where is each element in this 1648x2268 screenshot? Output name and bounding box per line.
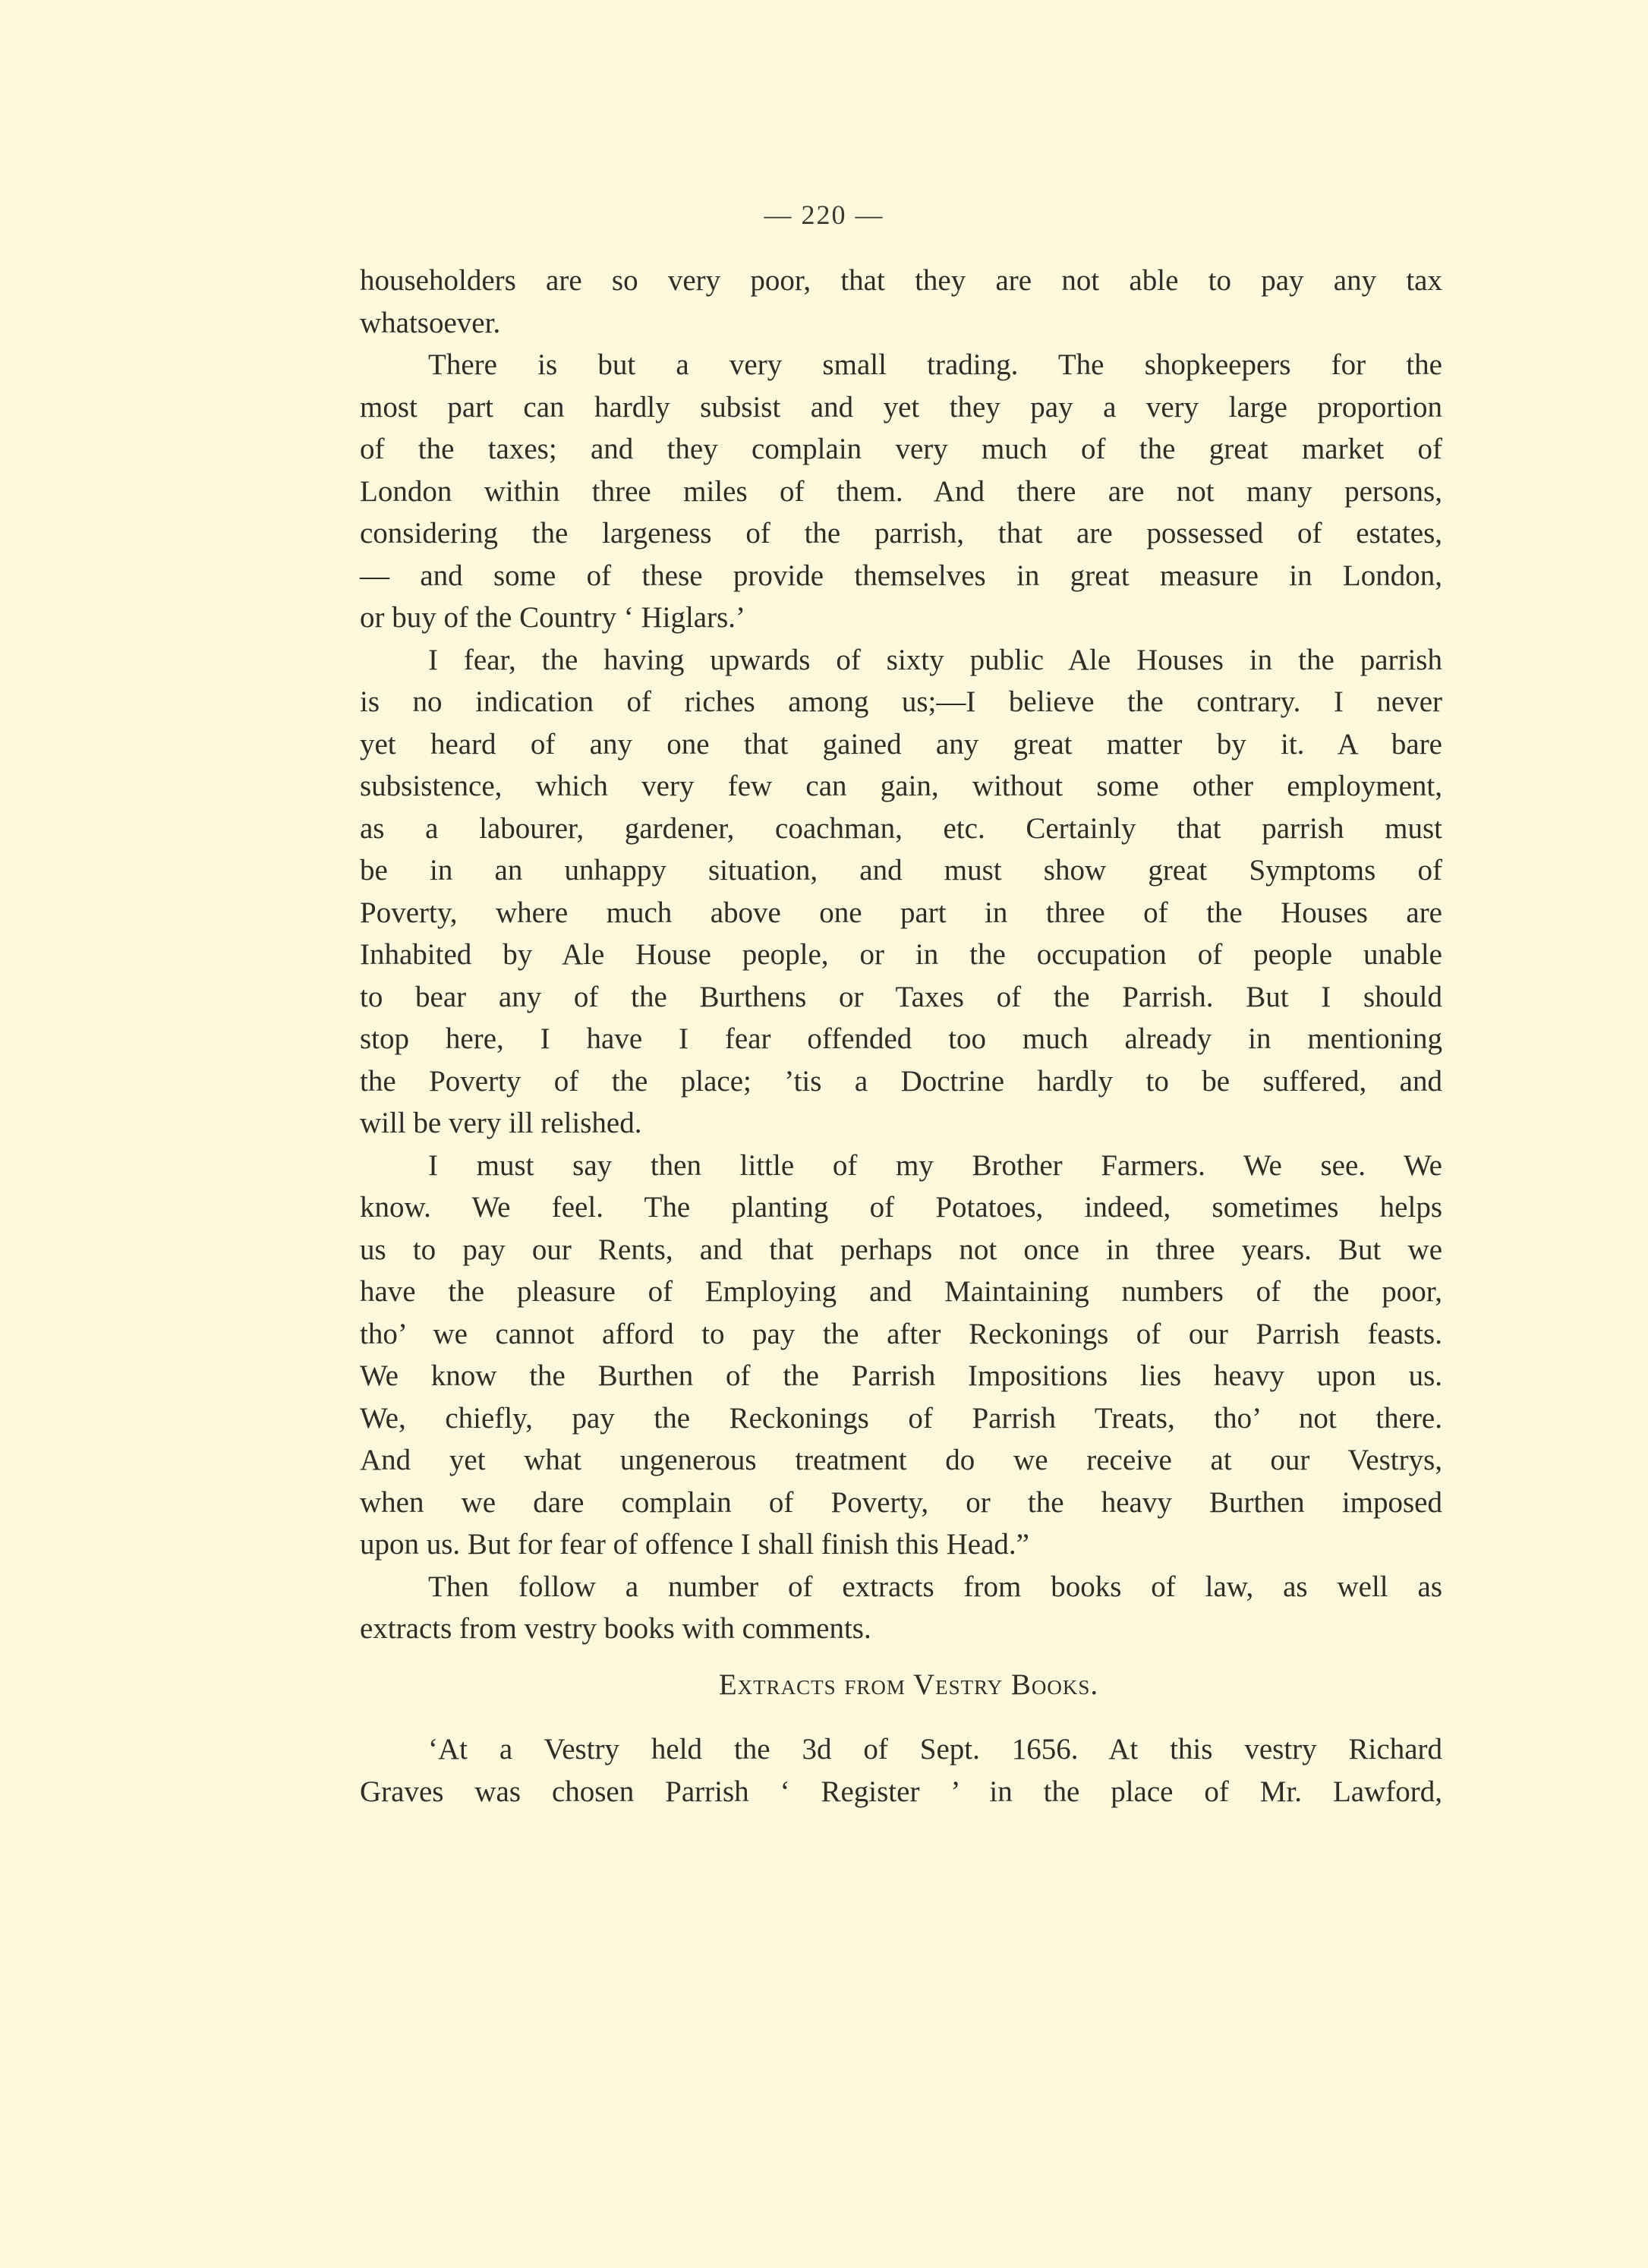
- text-line: ‘At a Vestry held the 3d of Sept. 1656. At this vestry Richard: [428, 1733, 1442, 1766]
- text-line: of the taxes; and they complain very much of the great market of: [360, 433, 1442, 465]
- text-line: We know the Burthen of the Parrish Impositions lies heavy upon us.: [360, 1359, 1442, 1392]
- text-line: or buy of the Country ‘ Higlars.’: [360, 601, 745, 634]
- text-line: subsistence, which very few can gain, without some other employment,: [360, 770, 1442, 802]
- paragraph: [360, 1145, 1442, 1566]
- body-text: [360, 260, 1442, 1813]
- text-line: Inhabited by Ale House people, or in the occupation of people unable: [360, 938, 1442, 971]
- paragraph: [360, 344, 1442, 639]
- paragraph: [360, 1566, 1442, 1650]
- text-line: the Poverty of the place; ’tis a Doctrine hardly to be suffered, and: [360, 1064, 1442, 1098]
- text-line: know. We feel. The planting of Potatoes, indeed, sometimes helps: [360, 1191, 1442, 1224]
- section-heading: Extracts from Vestry Books.: [718, 1668, 1099, 1701]
- text-line: householders are so very poor, that they are not able to pay any tax: [360, 264, 1442, 297]
- text-line: have the pleasure of Employing and Maintaining numbers of the poor,: [360, 1275, 1442, 1308]
- text-line: Graves was chosen Parrish ‘ Register ’ in the place of Mr. Lawford,: [360, 1775, 1442, 1808]
- text-line: London within three miles of them. And there are not many persons,: [360, 474, 1442, 508]
- text-line: extracts from vestry books with comments.: [360, 1612, 871, 1645]
- text-line: is no indication of riches among us;—I believe the contrary. I never: [360, 685, 1442, 718]
- text-line: to bear any of the Burthens or Taxes of the Parrish. But I should: [360, 980, 1442, 1013]
- paragraph: [360, 639, 1442, 1145]
- text-line: considering the largeness of the parrish, that are possessed of estates,: [360, 517, 1442, 550]
- text-line: be in an unhappy situation, and must show great Symptoms of: [360, 854, 1442, 887]
- text-line: I must say then little of my Brother Farmers. We see. We: [428, 1148, 1442, 1182]
- text-line: will be very ill relished.: [360, 1107, 642, 1139]
- text-line: yet heard of any one that gained any great matter by it. A bare: [360, 727, 1442, 761]
- text-line: when we dare complain of Poverty, or the heavy Burthen imposed: [360, 1485, 1442, 1519]
- page-number: — 220 —: [764, 200, 884, 230]
- text-line: Poverty, where much above one part in three of the Houses are: [360, 896, 1442, 929]
- text-line: most part can hardly subsist and yet they pay a very large proportion: [360, 390, 1442, 424]
- text-line: as a labourer, gardener, coachman, etc. Certainly that parrish must: [360, 811, 1442, 845]
- text-line: whatsoever.: [360, 306, 501, 339]
- text-line: We, chiefly, pay the Reckonings of Parrish Treats, tho’ not there.: [360, 1401, 1442, 1435]
- text-line: us to pay our Rents, and that perhaps not once in three years. But we: [360, 1233, 1442, 1266]
- text-line: There is but a very small trading. The shopkeepers for the: [428, 348, 1442, 381]
- text-line: Then follow a number of extracts from books of law, as well as: [428, 1570, 1442, 1603]
- paragraph: [360, 1728, 1442, 1813]
- text-line: I fear, the having upwards of sixty public Ale Houses in the parrish: [428, 643, 1442, 676]
- text-line: stop here, I have I fear offended too much already in mentioning: [360, 1022, 1442, 1055]
- text-line: tho’ we cannot afford to pay the after Reckonings of our Parrish feasts.: [360, 1317, 1442, 1350]
- text-line: upon us. But for fear of offence I shall finish this Head.”: [360, 1528, 1029, 1561]
- text-line: And yet what ungenerous treatment do we receive at our Vestrys,: [360, 1444, 1442, 1476]
- paragraph: [360, 260, 1442, 344]
- text-line: — and some of these provide themselves in great measure in London,: [360, 559, 1442, 592]
